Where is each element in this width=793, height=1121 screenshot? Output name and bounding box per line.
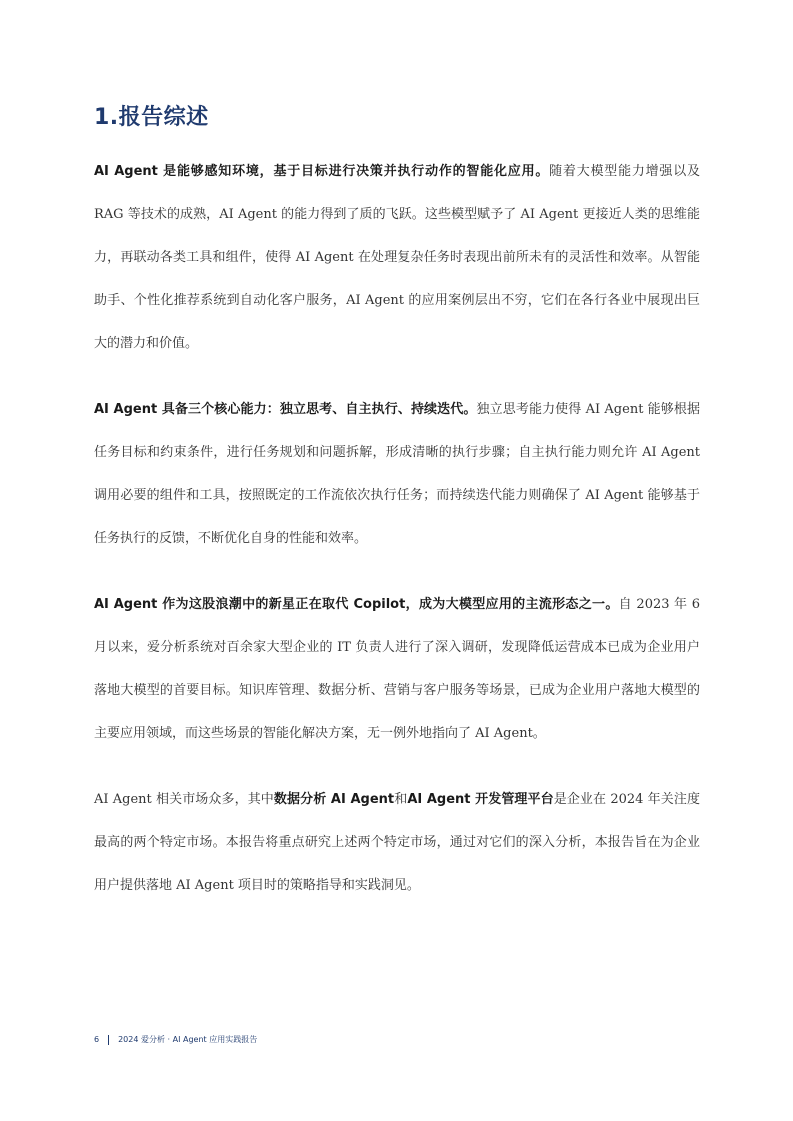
- paragraph-text: 自 2023 年 6 月以来，爱分析系统对百余家大型企业的 IT 负责人进行了深入调研，发现降低运营成本已成为企业用户落地大模型的首要目标。知识库管理、数据分析、营销与客户服务等场景，已成为企业用户落地大模型的主要应用领域，而这些场景的智能化解决方案，无一例外地指向了 AI Agent。: [94, 597, 700, 741]
- report-name: 2024 爱分析 · AI Agent 应用实践报告: [118, 1035, 258, 1044]
- paragraph-text: 随着大模型能力增强以及 RAG 等技术的成熟，AI Agent 的能力得到了质的飞跃。这些模型赋予了 AI Agent 更接近人类的思维能力，再联动各类工具和组件，使得 AI Agent 在处理复杂任务时表现出前所未有的灵活性和效率。从智能助手、个性化推荐系统到自动化客户服务，AI Agent 的应用案例层出不穷，它们在各行各业中展现出巨大的潜力和价值。: [94, 164, 700, 351]
- market-data-analysis: 数据分析 AI Agent: [273, 792, 395, 807]
- paragraph-markets: [94, 778, 700, 907]
- report-body: [94, 150, 700, 930]
- page-number: 6: [94, 1035, 100, 1044]
- paragraph-text: 是企业在 2024 年关注度最高的两个特定市场。本报告将重点研究上述两个特定市场，通过对它们的深入分析，本报告旨在为企业用户提供落地 AI Agent 项目时的策略指导和实践洞见。: [94, 792, 700, 893]
- page-footer: [94, 1034, 257, 1045]
- paragraph-core-abilities: [94, 388, 700, 560]
- footer-divider: [108, 1035, 109, 1045]
- page-title: 1.报告综述: [94, 105, 209, 130]
- paragraph-text: 和: [394, 792, 408, 807]
- paragraph-text: AI Agent 相关市场众多，其中: [94, 792, 274, 807]
- paragraph-definition: [94, 150, 700, 365]
- paragraph-trend: [94, 583, 700, 755]
- market-dev-platform: AI Agent 开发管理平台: [407, 792, 554, 807]
- paragraph-lead: AI Agent 是能够感知环境，基于目标进行决策并执行动作的智能化应用。: [94, 164, 550, 179]
- paragraph-lead: AI Agent 作为这股浪潮中的新星正在取代 Copilot，成为大模型应用的主流形态之一。: [94, 597, 619, 612]
- paragraph-text: 独立思考能力使得 AI Agent 能够根据任务目标和约束条件，进行任务规划和问题拆解，形成清晰的执行步骤；自主执行能力则允许 AI Agent 调用必要的组件和工具，按照既定的工作流依次执行任务；而持续迭代能力则确保了 AI Agent 能够基于任务执行的反馈，不断优化自身的性能和效率。: [94, 402, 701, 546]
- paragraph-lead: AI Agent 具备三个核心能力：独立思考、自主执行、持续迭代。: [94, 402, 477, 417]
